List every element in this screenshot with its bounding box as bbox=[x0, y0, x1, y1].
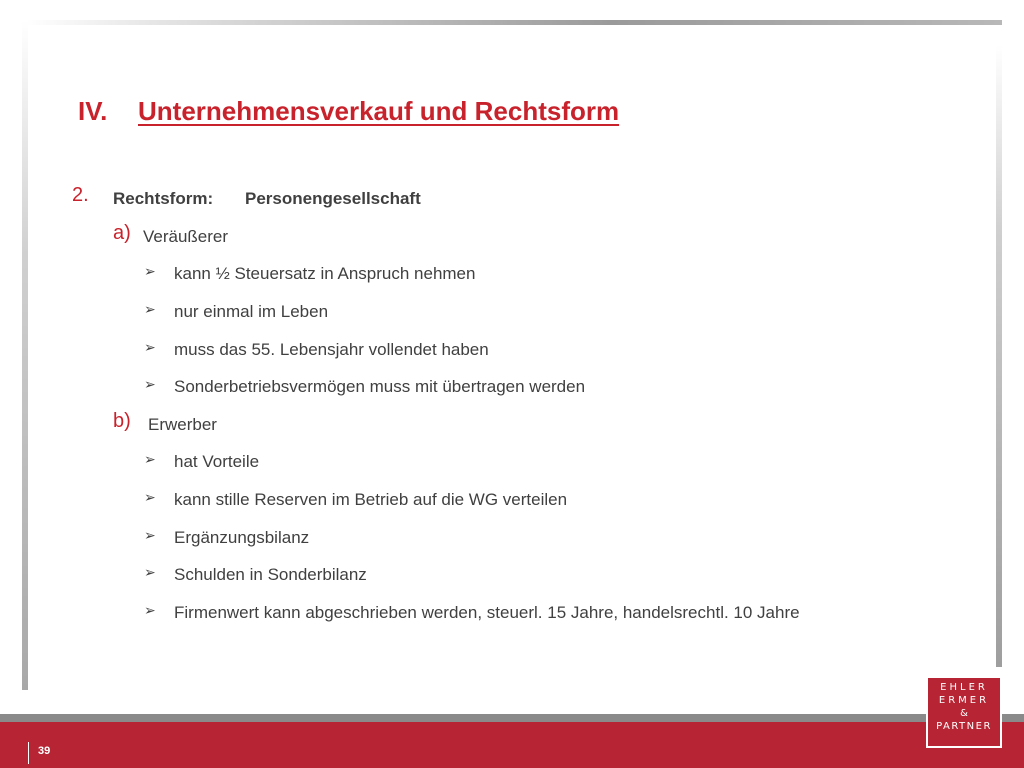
arrow-bullet-icon: ➢ bbox=[144, 451, 156, 467]
subsection-b-label: Erwerber bbox=[148, 415, 217, 434]
arrow-bullet-icon: ➢ bbox=[144, 527, 156, 543]
subsection-a-label: Veräußerer bbox=[143, 227, 229, 246]
arrow-bullet-icon: ➢ bbox=[144, 376, 156, 392]
arrow-bullet-icon: ➢ bbox=[144, 564, 156, 580]
list-item: Schulden in Sonderbilanz bbox=[174, 565, 367, 584]
subsection-b-letter: b) bbox=[113, 410, 131, 432]
list-item: nur einmal im Leben bbox=[174, 302, 329, 321]
title-text: Unternehmensverkauf und Rechtsform bbox=[138, 96, 620, 126]
list-item: kann ½ Steuersatz in Anspruch nehmen bbox=[174, 264, 476, 283]
section-value: Personengesellschaft bbox=[245, 189, 421, 208]
company-logo bbox=[926, 676, 1002, 748]
title-roman-numeral: IV. bbox=[78, 96, 108, 126]
subsection-a-letter: a) bbox=[113, 222, 131, 244]
list-item: Ergänzungsbilanz bbox=[174, 528, 310, 547]
list-item: kann stille Reserven im Betrieb auf die WG verteilen bbox=[174, 490, 568, 509]
arrow-bullet-icon: ➢ bbox=[144, 602, 156, 618]
logo-line-4: PARTNER bbox=[936, 721, 992, 732]
list-item: Firmenwert kann abgeschrieben werden, steuerl. 15 Jahre, handelsrechtl. 10 Jahre bbox=[174, 603, 800, 622]
footer-red-band bbox=[0, 722, 1024, 768]
section-number: 2. bbox=[72, 184, 89, 206]
arrow-bullet-icon: ➢ bbox=[144, 263, 156, 279]
list-item: hat Vorteile bbox=[174, 452, 260, 471]
logo-line-2: ERMER bbox=[938, 695, 990, 706]
section-label: Rechtsform: bbox=[113, 189, 214, 208]
logo-line-3: & bbox=[960, 708, 968, 719]
list-item: Sonderbetriebsvermögen muss mit übertragen werden bbox=[174, 377, 586, 396]
logo-line-1: EHLER bbox=[940, 682, 988, 693]
page-number-divider bbox=[28, 742, 29, 764]
arrow-bullet-icon: ➢ bbox=[144, 339, 156, 355]
footer-gray-band bbox=[0, 714, 1024, 722]
list-item: muss das 55. Lebensjahr vollendet haben bbox=[174, 340, 489, 359]
arrow-bullet-icon: ➢ bbox=[144, 301, 156, 317]
page-number: 39 bbox=[38, 745, 51, 757]
arrow-bullet-icon: ➢ bbox=[144, 489, 156, 505]
